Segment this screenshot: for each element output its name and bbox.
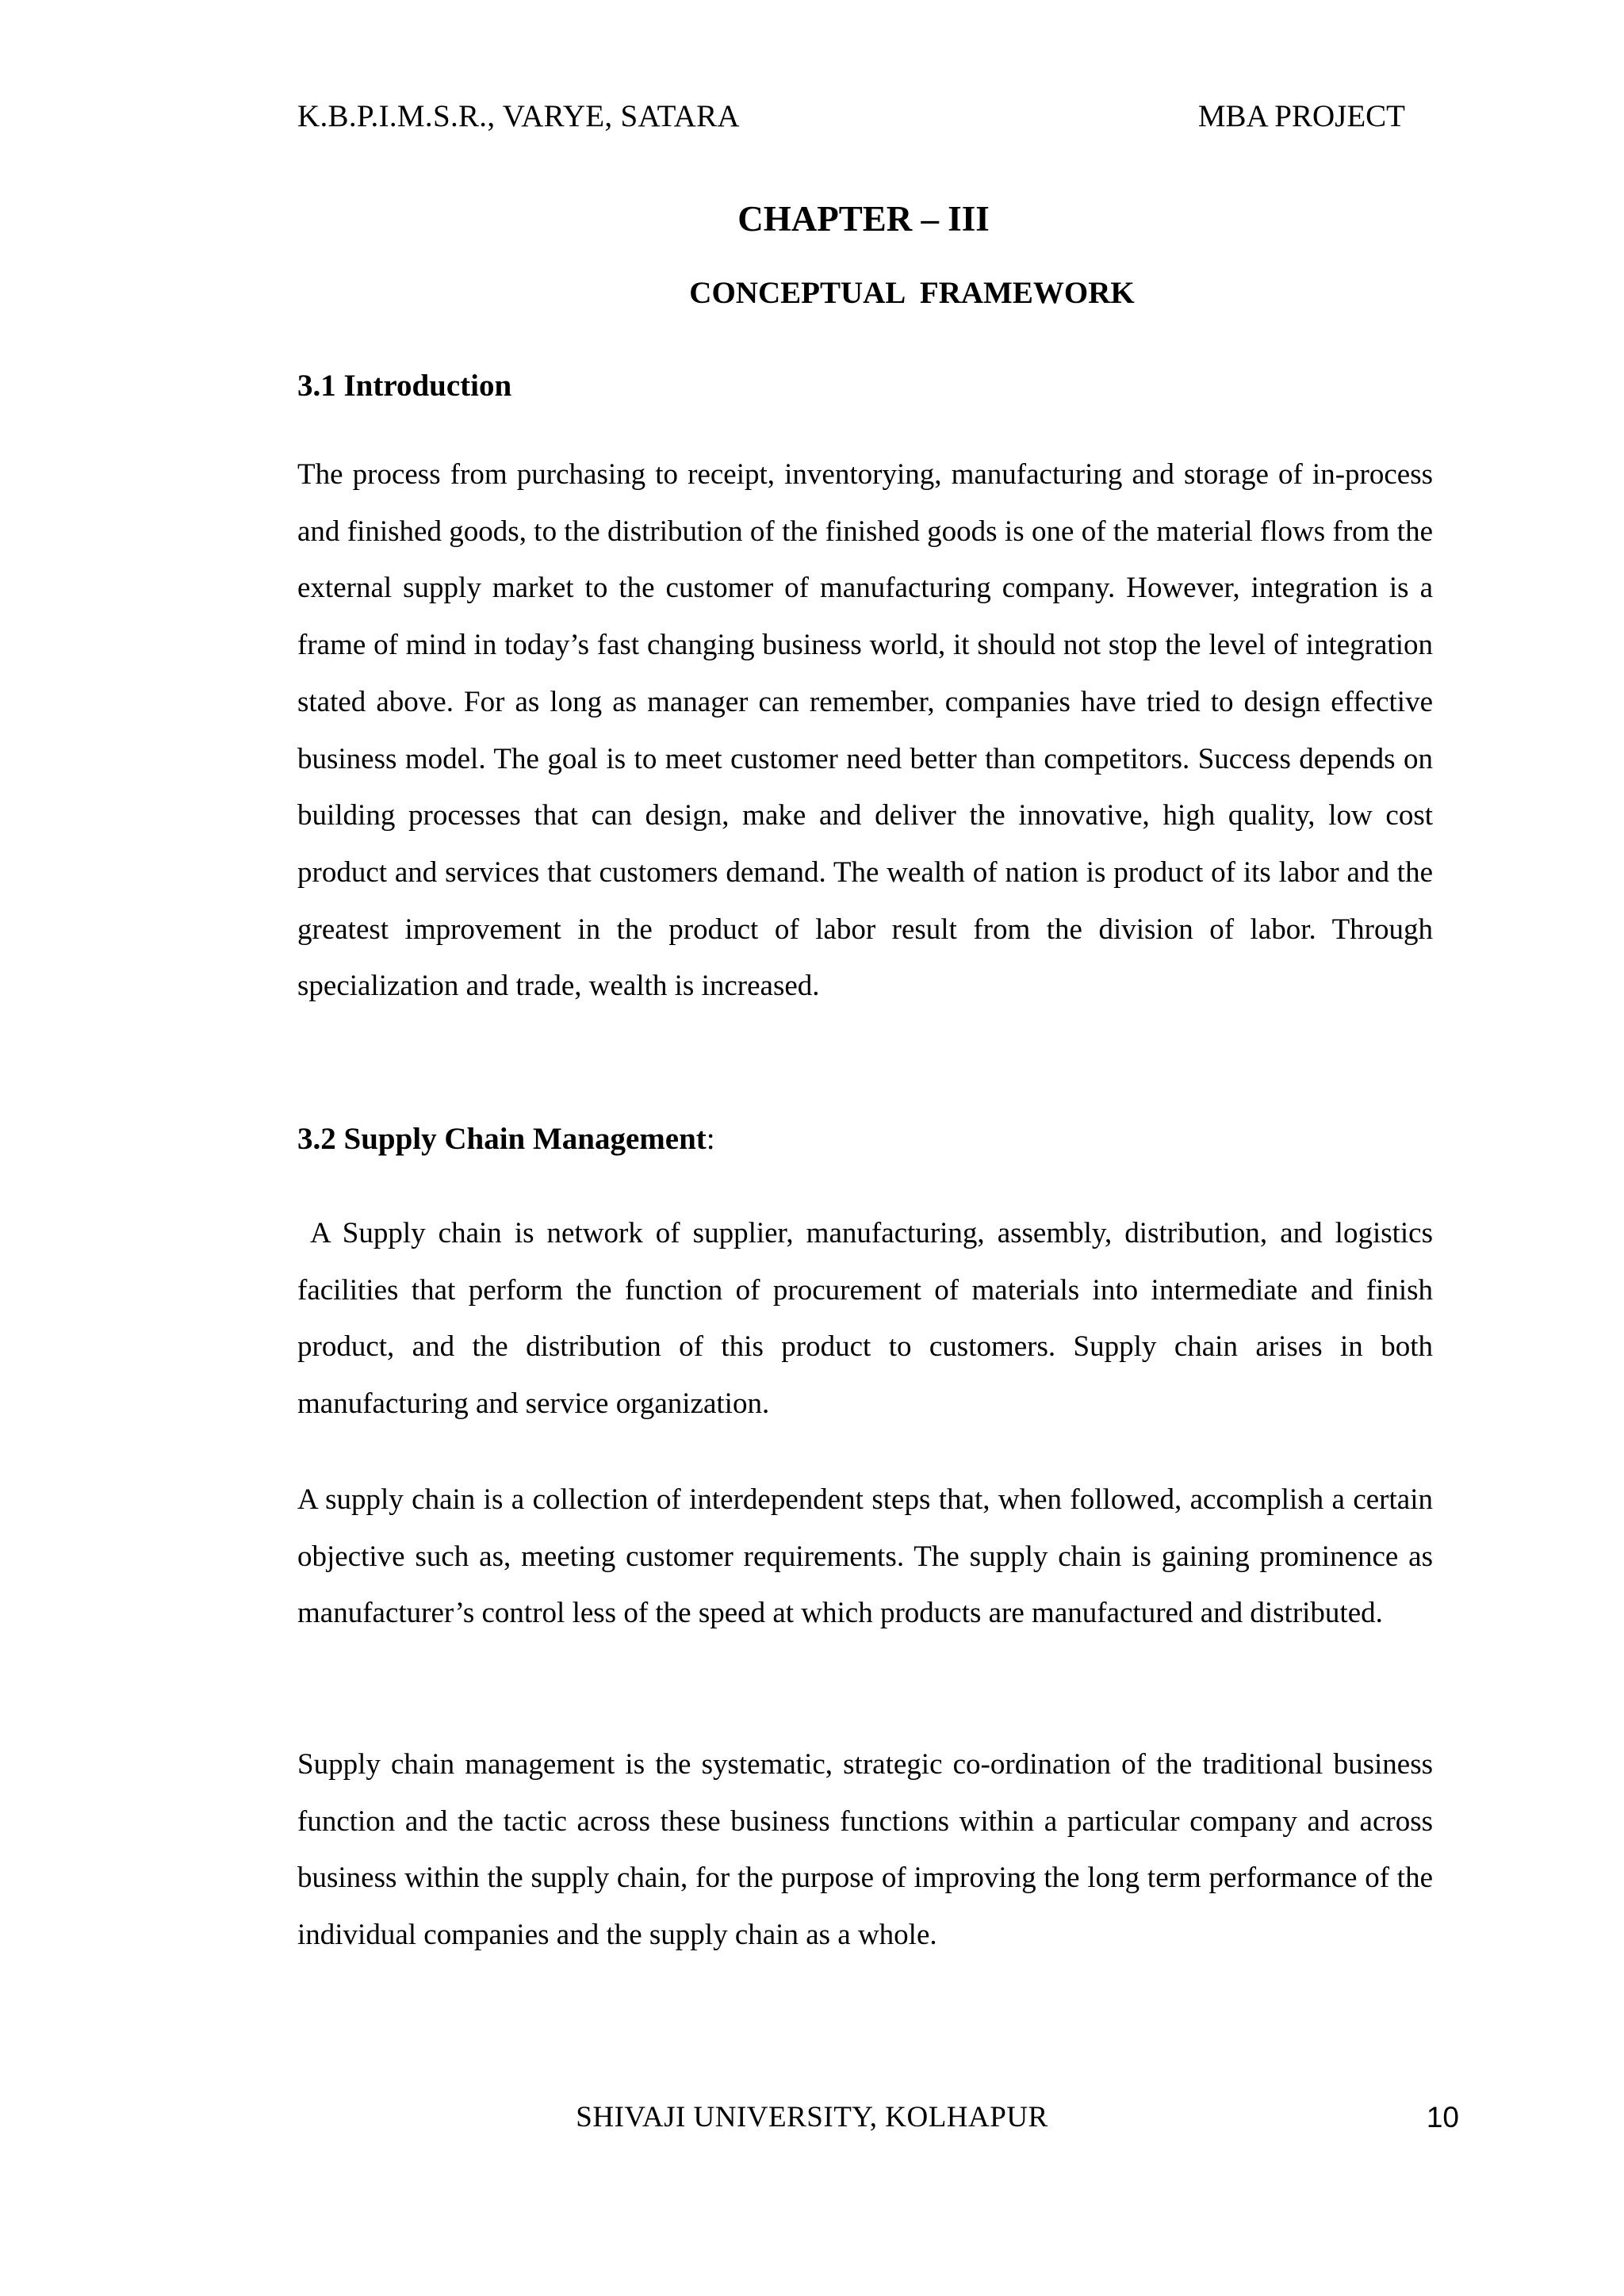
- page-number: 10: [1426, 2101, 1459, 2133]
- chapter-title: CHAPTER – III: [737, 199, 990, 239]
- header-institution: K.B.P.I.M.S.R., VARYE, SATARA: [297, 99, 740, 133]
- chapter-subtitle: CONCEPTUAL FRAMEWORK: [689, 276, 1135, 310]
- section-heading-text: 3.1 Introduction: [297, 369, 512, 403]
- section-heading-text: 3.2 Supply Chain Management: [297, 1122, 707, 1156]
- footer-university: SHIVAJI UNIVERSITY, KOLHAPUR: [576, 2101, 1048, 2133]
- paragraph-supply-chain-definition: A Supply chain is network of supplier, manufacturing, assembly, distribution, and logistics facilities that perform the function of procurement of materials into intermediate and finish product, and the distribution of this product to customers. Supply chain arises in both manufacturing and service organization.: [297, 1217, 1441, 1421]
- section-heading-supply-chain-management: [297, 1119, 715, 1159]
- paragraph-introduction: The process from purchasing to receipt, inventorying, manufacturing and storage of in-process and finished goods, to the distribution of the finished goods is one of the material flows from the external supply market to the customer of manufacturing company. However, integration is a frame of mind in today’s fast changing business world, it should not stop the level of integration stated above. For as long as manager can remember, companies have tried to design effective business model. The goal is to meet customer need better than competitors. Success depends on building processes that can design, make and deliver the innovative, high quality, low cost product and services that customers demand. The wealth of nation is product of its labor and the greatest improvement in the product of labor result from the division of labor. Through specialization and trade, wealth is increased.: [297, 458, 1433, 1003]
- paragraph-supply-chain-steps: A supply chain is a collection of interdependent steps that, when followed, accomplish a certain objective such as, meeting customer requirements. The supply chain is gaining prominence as manufacturer’s control less of the speed at which products are manufactured and distributed.: [297, 1483, 1433, 1630]
- paragraph-supply-chain-management: Supply chain management is the systematic, strategic co-ordination of the traditional business function and the tactic across these business functions within a particular company and across business within the supply chain, for the purpose of improving the long term performance of the individual companies and the supply chain as a whole.: [297, 1748, 1433, 1952]
- header-project-label: MBA PROJECT: [1197, 99, 1405, 133]
- section-heading-introduction: [297, 366, 511, 406]
- section-heading-colon: :: [706, 1122, 715, 1156]
